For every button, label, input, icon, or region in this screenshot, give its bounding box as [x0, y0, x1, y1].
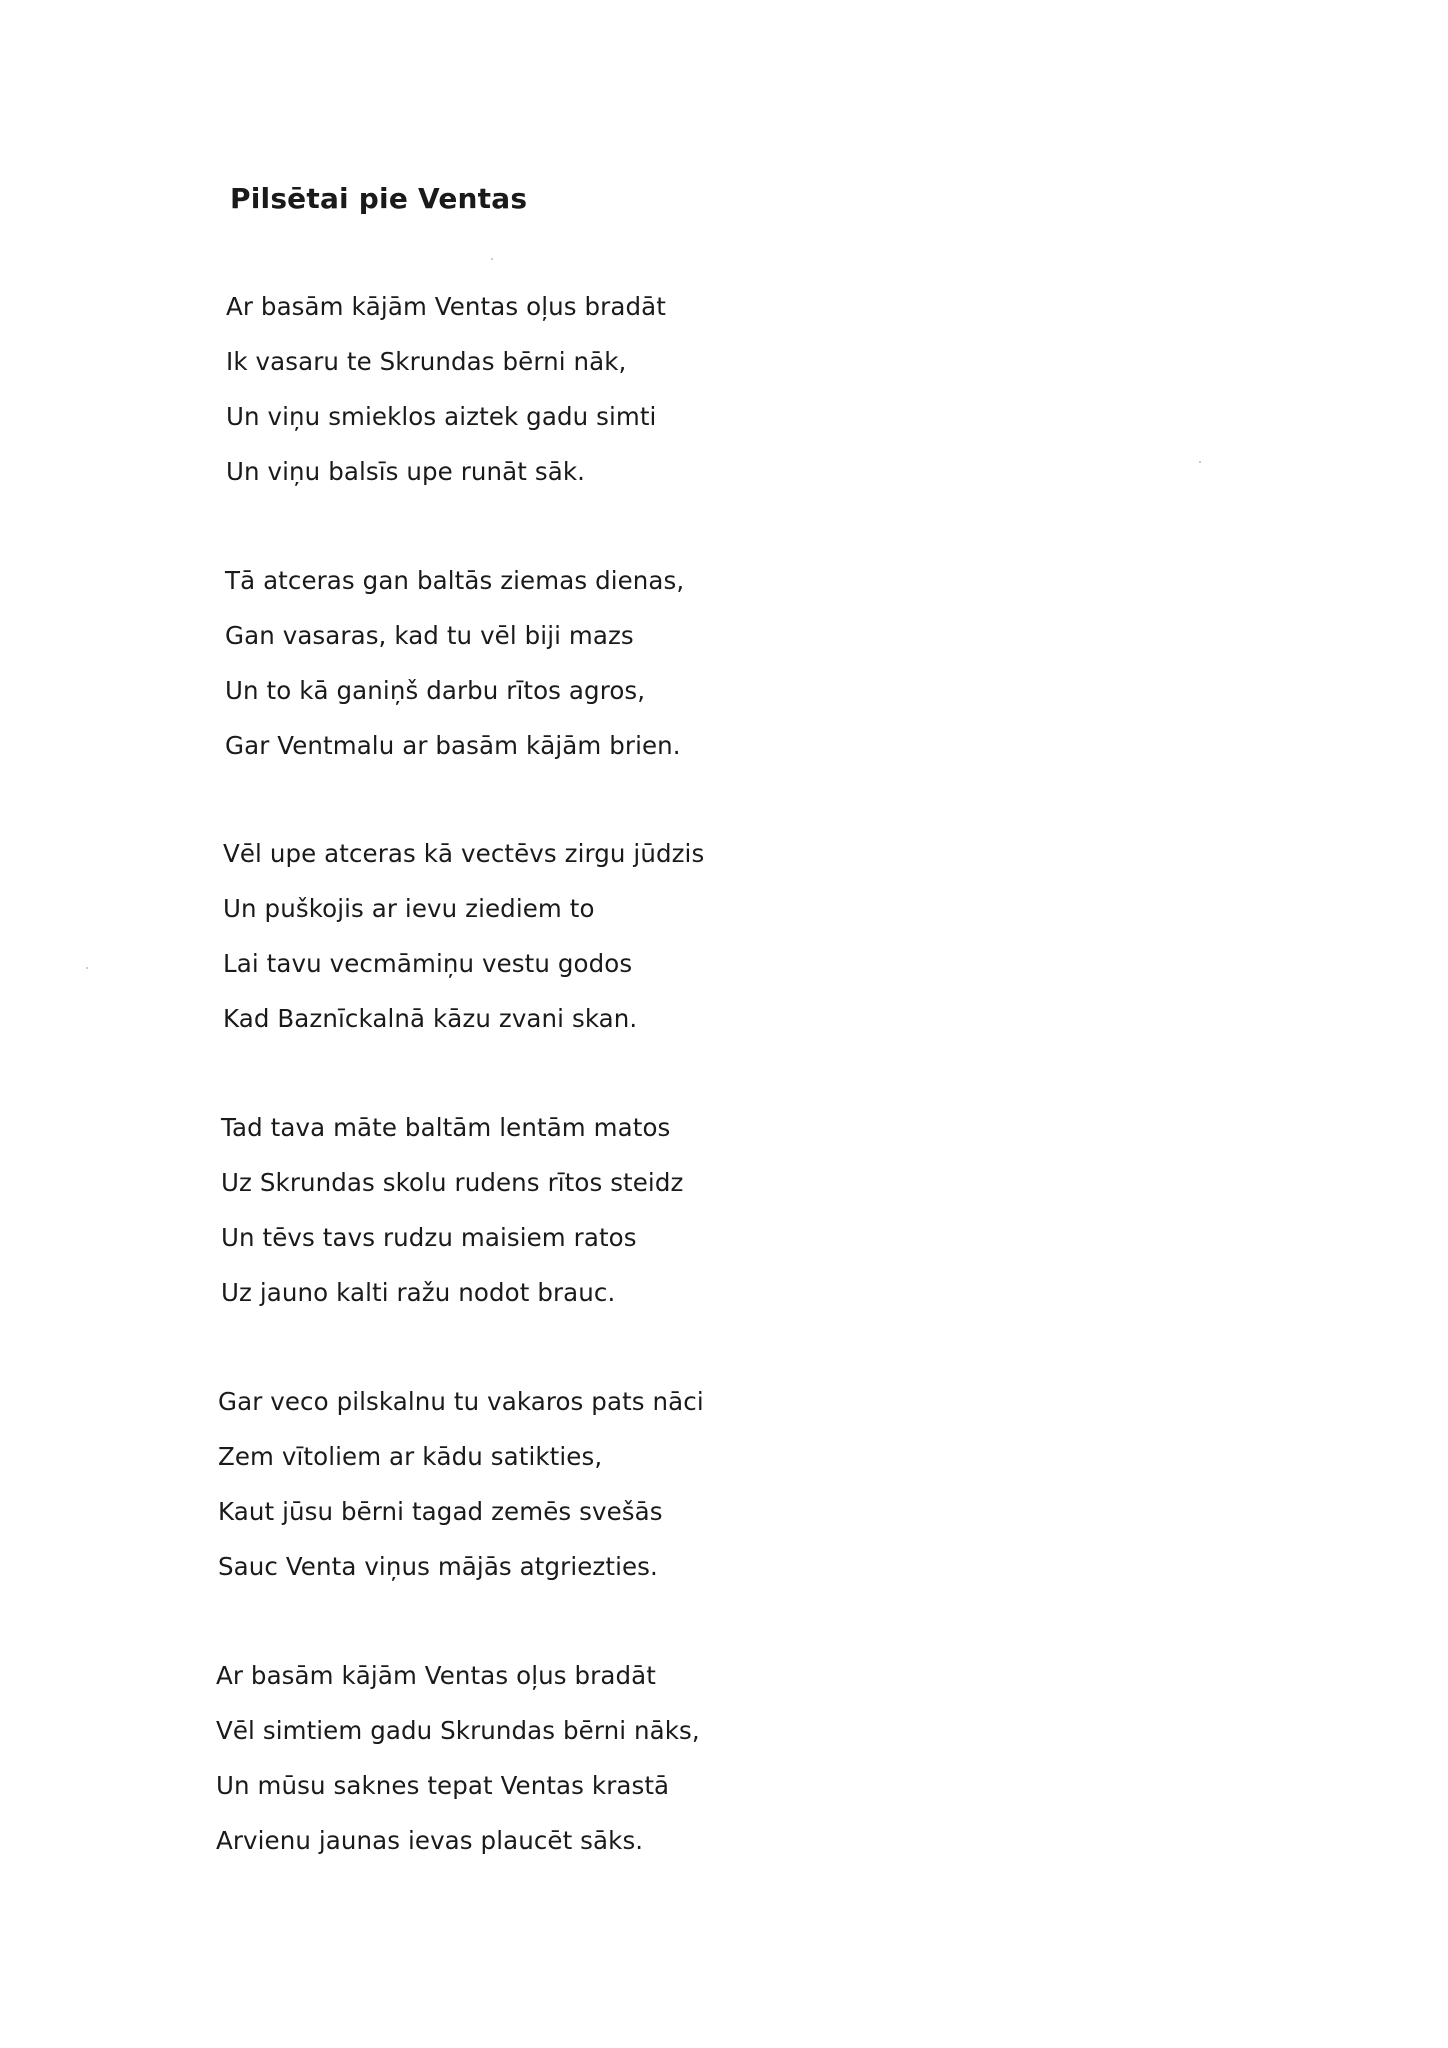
poem-line: Gar veco pilskalnu tu vakaros pats nāci	[218, 1387, 704, 1416]
poem-line: Uz Skrundas skolu rudens rītos steidz	[221, 1168, 684, 1197]
poem-title: Pilsētai pie Ventas	[230, 182, 528, 215]
poem-line: Un puškojis ar ievu ziediem to	[223, 894, 595, 923]
scan-speck	[86, 967, 88, 969]
poem-line: Un to kā ganiņš darbu rītos agros,	[225, 676, 646, 705]
poem-line: Ik vasaru te Skrundas bērni nāk,	[226, 347, 627, 376]
scan-speck	[1199, 461, 1201, 463]
poem-line: Gan vasaras, kad tu vēl biji mazs	[225, 621, 634, 650]
poem-line: Un viņu smieklos aiztek gadu simti	[226, 402, 657, 431]
poem-line: Gar Ventmalu ar basām kājām brien.	[225, 731, 681, 760]
poem-line: Un tēvs tavs rudzu maisiem ratos	[221, 1223, 637, 1252]
scan-speck	[491, 258, 493, 260]
poem-line: Zem vītoliem ar kādu satikties,	[218, 1442, 603, 1471]
poem-line: Sauc Venta viņus mājās atgriezties.	[218, 1552, 658, 1581]
poem-line: Arvienu jaunas ievas plaucēt sāks.	[216, 1826, 644, 1855]
poem-line: Kaut jūsu bērni tagad zemēs svešās	[218, 1497, 663, 1526]
poem-line: Kad Baznīckalnā kāzu zvani skan.	[223, 1004, 638, 1033]
poem-line: Vēl simtiem gadu Skrundas bērni nāks,	[216, 1716, 700, 1745]
poem-line: Lai tavu vecmāmiņu vestu godos	[223, 949, 633, 978]
poem-line: Un viņu balsīs upe runāt sāk.	[226, 457, 586, 486]
poem-line: Ar basām kājām Ventas oļus bradāt	[226, 292, 666, 321]
poem-line: Vēl upe atceras kā vectēvs zirgu jūdzis	[223, 839, 705, 868]
poem-line: Uz jauno kalti ražu nodot brauc.	[221, 1278, 616, 1307]
poem-line: Ar basām kājām Ventas oļus bradāt	[216, 1661, 656, 1690]
poem-line: Tad tava māte baltām lentām matos	[221, 1113, 671, 1142]
poem-line: Un mūsu saknes tepat Ventas krastā	[216, 1771, 670, 1800]
poem-line: Tā atceras gan baltās ziemas dienas,	[225, 566, 685, 595]
